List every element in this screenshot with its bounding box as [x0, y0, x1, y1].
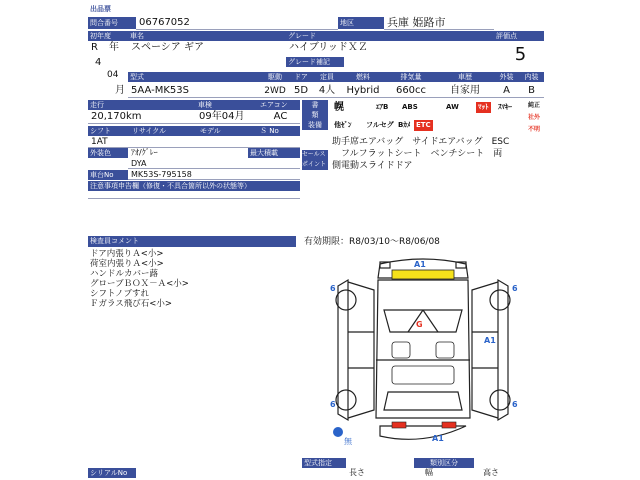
feature-line: 側電動スライドドア — [332, 161, 413, 171]
year-month: 04 — [107, 70, 119, 80]
cc-value: 660cc — [386, 84, 436, 98]
origin-badge: 不明 — [528, 126, 541, 133]
equipment-badge: ｽﾏｷｰ — [498, 103, 512, 111]
use-label: 車歴 — [436, 72, 494, 82]
equip-label: 装備 — [302, 120, 328, 130]
year-era: R — [91, 42, 98, 53]
features-box — [330, 136, 544, 180]
rear-window-outline — [384, 392, 462, 410]
color-label: 外装色 — [88, 148, 128, 158]
max-load-label: 最大積載 — [248, 148, 300, 158]
comment-line: ドア内張りＡ<小> — [90, 249, 164, 259]
int-label: 内装 — [519, 72, 544, 82]
front-damage-highlight — [392, 270, 454, 279]
class-label: 類別区分 — [414, 458, 474, 468]
ext-label: 外装 — [494, 72, 519, 82]
left-front-wheel — [336, 290, 356, 310]
tire-rr-label: 6 — [512, 400, 518, 409]
year-unit: 年 — [109, 42, 119, 53]
color-value: ｱｵ/ｸﾞﾚｰ — [131, 148, 158, 157]
ac-value: AC — [258, 110, 300, 124]
equip-doc-label: 書 — [302, 100, 328, 110]
tire-fr-label: 6 — [512, 284, 518, 293]
model-value: 5AA-MK53S — [128, 84, 262, 98]
right-side-outline — [498, 280, 508, 420]
feature-line: 助手席エアバッグ サイドエアバッグ ESC — [332, 137, 510, 147]
comments-box — [88, 249, 296, 369]
validity — [302, 236, 544, 248]
left-body-outline — [348, 282, 374, 418]
notice-value — [88, 191, 300, 199]
equipment-badge: ABS — [402, 103, 418, 111]
door-label: ドア — [288, 72, 314, 82]
fuel-value: Hybrid — [340, 84, 386, 98]
year-num: 4 — [95, 57, 102, 68]
comment-line: ハンドルカバー蕗 — [90, 269, 159, 279]
comment-line: 荷室内張りＡ<小> — [90, 259, 164, 269]
tire-fl-label: 6 — [330, 284, 336, 293]
equipment-badge: ETC — [416, 121, 431, 129]
grade-label: グレード — [286, 31, 494, 41]
left-rear-wheel — [336, 390, 356, 410]
car-diagram — [318, 250, 528, 450]
front-damage-label: A1 — [414, 260, 426, 269]
windshield-outline — [384, 310, 462, 332]
equipment-badge: AW — [446, 103, 459, 111]
equip-doc-label-2: 類 — [302, 110, 328, 120]
equipment-badge: ｴｱB — [376, 103, 389, 111]
ext-value: A — [494, 84, 519, 98]
left-side-outline — [338, 280, 348, 420]
equipment-badge: Bｶﾒ — [398, 121, 411, 129]
region-label: 地区 — [338, 17, 384, 29]
year-label: 初年度 — [88, 31, 128, 41]
year-month-unit: 月 — [115, 85, 125, 96]
validity-value: R8/03/10～R8/06/08 — [349, 237, 440, 247]
roof-outline — [376, 280, 470, 418]
color-code: DYA — [128, 158, 248, 169]
door-value: 5D — [288, 84, 314, 98]
max-load-value — [248, 158, 300, 169]
int-value: B — [519, 84, 544, 98]
cc-label: 排気量 — [386, 72, 436, 82]
comments-title: 検査員コメント — [88, 236, 296, 247]
ac-label: エアコン — [258, 100, 300, 110]
rear-lamp-right — [442, 422, 456, 428]
grade-supp-label: グレード補記 — [286, 57, 344, 67]
seat-value: 4人 — [314, 84, 340, 98]
tire-rl-label: 6 — [330, 400, 336, 409]
mileage-value: 20,170km — [88, 110, 196, 124]
sheet-header: 出品票 — [88, 4, 544, 16]
score-value: 5 — [514, 44, 527, 65]
serial-label: シリアルNo — [88, 468, 136, 478]
right-body-outline — [472, 282, 498, 418]
no-mark-label: 無 — [344, 437, 352, 446]
validity-label: 有効期限： — [304, 237, 350, 247]
comment-line: シフトノブすれ — [90, 289, 149, 299]
no-mark-circle — [333, 427, 343, 437]
rear-lamp-left — [392, 422, 406, 428]
use-value: 自家用 — [436, 84, 494, 98]
width-label: 幅 — [425, 468, 433, 477]
equipment-badge: 幌 — [334, 102, 344, 113]
shift-label: シフト — [88, 126, 130, 136]
seat-label: 定員 — [314, 72, 340, 82]
notice-label: 注意事項申告欄（修復・不具合箇所以外の状態等） — [88, 181, 300, 191]
drive-label: 駆動 — [262, 72, 288, 82]
body-right-damage-label: A1 — [484, 336, 496, 345]
feature-line: フルフラットシート ベンチシート 両 — [332, 149, 503, 159]
lot-value: 06767052 — [136, 16, 338, 30]
score-label: 評価点 — [494, 31, 544, 41]
equipment-badges — [330, 100, 544, 136]
sales-point-label: セールス — [302, 150, 328, 160]
inspection-value: 09年04月 — [196, 110, 258, 124]
car-name-value: スペーシア ギア — [131, 42, 204, 53]
right-rear-wheel — [490, 390, 510, 410]
comment-line: Ｆガラス飛び石<小> — [90, 299, 172, 309]
equipment-badge: 他ｾﾞﾝ — [334, 121, 352, 129]
car-name-label: 車名 — [128, 31, 286, 41]
origin-badge: 社外 — [528, 114, 541, 121]
sno-label: Ｓ No — [258, 126, 300, 136]
recycle-label: リサイクル — [130, 126, 198, 136]
origin-badge: 純正 — [528, 102, 541, 109]
equipment-badge: フルセグ — [366, 121, 394, 129]
model-code-label: モデル — [198, 126, 258, 136]
right-front-wheel — [490, 290, 510, 310]
chassis-label: 車台No — [88, 170, 128, 180]
model-label: 型式 — [128, 72, 262, 82]
lot-label: 問合番号 — [88, 17, 136, 29]
equipment-badge: ﾏｯﾄ — [478, 103, 489, 111]
type-label: 型式指定 — [302, 458, 346, 468]
rear-damage-label: A1 — [432, 434, 444, 443]
grade-value: ハイブリッドＸＺ — [289, 42, 368, 53]
mileage-label: 走行 — [88, 100, 196, 110]
length-label: 長さ — [349, 468, 365, 477]
height-label: 高さ — [483, 468, 499, 477]
chassis-value: MK53S-795158 — [128, 169, 300, 180]
drive-value: 2WD — [262, 84, 288, 98]
region-value: 兵庫 姫路市 — [384, 16, 494, 30]
shift-value: 1AT — [88, 136, 130, 148]
sales-point-label-2: ポイント — [302, 161, 327, 168]
inspection-label: 車検 — [196, 100, 258, 110]
windshield-damage-label: G — [416, 320, 423, 329]
car-outline-svg — [318, 250, 528, 450]
fuel-label: 燃料 — [340, 72, 386, 82]
comment-line: グローブＢＯＸ－Ａ<小> — [90, 279, 189, 289]
